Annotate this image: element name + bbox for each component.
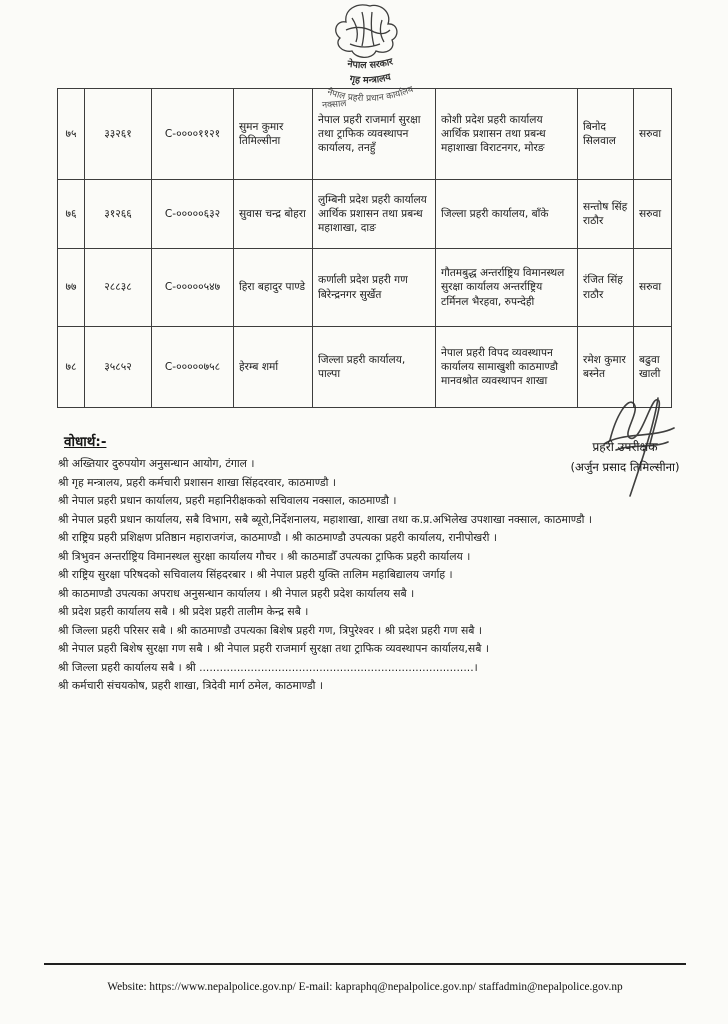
remark-cell: सरुवा [634, 249, 672, 327]
citizen-id-cell: C-०००००७५८ [152, 327, 234, 408]
table-row [58, 249, 672, 327]
serial-cell: ७८ [58, 327, 85, 408]
bodhartha-item: श्री काठमाण्डौ उपत्यका अपराध अनुसन्धान कार्यालय । श्री नेपाल प्रहरी प्रदेश कार्यालय सबै । [58, 586, 415, 600]
signatory-name: (अर्जुन प्रसाद तिमिल्सीना) [570, 460, 680, 474]
from-office-cell: लुम्बिनी प्रदेश प्रहरी कार्यालय आर्थिक प्रशासन तथा प्रबन्ध महाशाखा, दाङ [313, 180, 436, 249]
emblem-office-arc-text: नेपाल प्रहरी प्रधान कार्यालय [325, 84, 415, 105]
bodhartha-item: श्री प्रदेश प्रहरी कार्यालय सबै । श्री प्रदेश प्रहरी तालीम केन्द्र सबै । [58, 605, 309, 618]
bodhartha-item: श्री जिल्ला प्रहरी कार्यालय सबै । श्री ................................................................................। [58, 660, 478, 674]
badge-number-cell: २८८३८ [85, 249, 152, 327]
to-office-cell: जिल्ला प्रहरी कार्यालय, बाँके [436, 180, 578, 249]
replaced-officer-cell: बिनोद सिलवाल [578, 89, 634, 180]
bodhartha-item: श्री नेपाल प्रहरी प्रधान कार्यालय, प्रहरी महानिरीक्षकको सचिवालय नक्साल, काठमाण्डौ । [58, 494, 397, 507]
remark-cell: सरुवा [634, 89, 672, 180]
citizen-id-cell: C-००००११२१ [152, 89, 234, 180]
citizen-id-cell: C-०००००५४७ [152, 249, 234, 327]
replaced-officer-cell: रंजित सिंह राठौर [578, 249, 634, 327]
remark-cell: बढुवा खाली [634, 327, 672, 408]
serial-cell: ७५ [58, 89, 85, 180]
to-office-cell: कोशी प्रदेश प्रहरी कार्यालय आर्थिक प्रशासन तथा प्रबन्ध महाशाखा विराटनगर, मोरङ [436, 89, 578, 180]
badge-number-cell: ३१२६६ [85, 180, 152, 249]
bodhartha-item: श्री गृह मन्त्रालय, प्रहरी कर्मचारी प्रशासन शाखा सिंहदरवार, काठमाण्डौ । [58, 475, 336, 489]
to-office-cell: नेपाल प्रहरी विपद व्यवस्थापन कार्यालय सामाखुशी काठमाण्डौ मानवश्रोत व्यवस्थापन शाखा [436, 327, 578, 408]
officer-name-cell: हेरम्ब शर्मा [234, 327, 313, 408]
bodhartha-heading: वोधार्थ:- [64, 434, 107, 450]
bodhartha-item: श्री अख्तियार दुरुपयोग अनुसन्धान आयोग, टंगाल । [58, 457, 255, 470]
svg-text:गृह मन्त्रालय [348, 72, 392, 87]
replaced-officer-cell: सन्तोष सिंह राठौर [578, 180, 634, 249]
badge-number-cell: ३३२६१ [85, 89, 152, 180]
badge-number-cell: ३५८५२ [85, 327, 152, 408]
from-office-cell: जिल्ला प्रहरी कार्यालय, पाल्पा [313, 327, 436, 408]
page-footer [44, 963, 686, 994]
svg-text:नेपाल सरकार [346, 56, 396, 71]
bodhartha-item: श्री जिल्ला प्रहरी परिसर सबै । श्री काठमाण्डौ उपत्यका बिशेष प्रहरी गण, त्रिपुरेश्वर । श्री प्रदेश प्रहरी गण सबै । [58, 623, 482, 637]
officer-name-cell: सुवास चन्द्र बोहरा [234, 180, 313, 249]
replaced-officer-cell: रमेश कुमार बस्नेत [578, 327, 634, 408]
serial-cell: ७६ [58, 180, 85, 249]
bodhartha-item: श्री कर्मचारी संचयकोष, प्रहरी शाखा, त्रिदेवी मार्ग ठमेल, काठमाण्डौ । [58, 679, 323, 692]
from-office-cell: नेपाल प्रहरी राजमार्ग सुरक्षा तथा ट्राफिक व्यवस्थापन कार्यालय, तनहुँ [313, 89, 436, 180]
citizen-id-cell: C-०००००६३२ [152, 180, 234, 249]
table-row [58, 327, 672, 408]
bodhartha-item: श्री राष्ट्रिय सुरक्षा परिषदको सचिवालय सिंहदरबार । श्री नेपाल प्रहरी युक्ति तालिम महाबिद्यालय जर्गाह । [58, 568, 453, 581]
bodhartha-item: श्री नेपाल प्रहरी प्रधान कार्यालय, सबै विभाग, सबै ब्यूरो,निर्देशनालय, महाशाखा, शाखा तथा क.प्र.अभिलेख उपशाखा नक्साल, काठमाण्डौ । [58, 512, 592, 526]
serial-cell: ७७ [58, 249, 85, 327]
table-row [58, 89, 672, 180]
emblem-crest-scribble [336, 5, 397, 57]
emblem-ministry-text: गृह मन्त्रालय [348, 71, 392, 87]
bodhartha-item: श्री त्रिभुवन अन्तर्राष्ट्रिय विमानस्थल सुरक्षा कार्यालय गौचर । श्री काठमाडौँ उपत्यका ट्राफिक प्रहरी कार्यालय । [58, 549, 471, 563]
signatory-title: प्रहरी उपरीक्षक [592, 440, 658, 454]
signatory-block [530, 438, 720, 475]
remark-cell: सरुवा [634, 180, 672, 249]
footer-contact-text: Website: https://www.nepalpolice.gov.np/ E-mail: kapraphq@nepalpolice.gov.np/ staffadmin@nepalpolice.gov.np [107, 981, 623, 993]
officer-name-cell: हिरा बहादुर पाण्डे [234, 249, 313, 327]
police-transfer-table [57, 88, 672, 408]
emblem-gov-text: नेपाल सरकार [346, 56, 395, 72]
bodhartha-item: श्री नेपाल प्रहरी बिशेष सुरक्षा गण सबै । श्री नेपाल प्रहरी राजमार्ग सुरक्षा तथा ट्राफिक व्यवस्थापन कार्यालय,सबै । [58, 642, 489, 655]
bodhartha-item: श्री राष्ट्रिय प्रहरी प्रशिक्षण प्रतिष्ठान महाराजगंज, काठमाण्डौ । श्री काठमाण्डौ उपत्यका प्रहरी कार्यालय, रानीपोखरी । [58, 531, 497, 544]
stamp-naxal-text: नक्साल [321, 98, 347, 112]
table-row [58, 180, 672, 249]
to-office-cell: गौतमबुद्ध अन्तर्राष्ट्रिय विमानस्थल सुरक्षा कार्यालय अन्तर्राष्ट्रिय टर्मिनल भैरहवा, रुपन्देही [436, 249, 578, 327]
officer-name-cell: सुमन कुमार तिमिल्सीना [234, 89, 313, 180]
from-office-cell: कर्णाली प्रदेश प्रहरी गण बिरेन्द्रनगर सुर्खेत [313, 249, 436, 327]
